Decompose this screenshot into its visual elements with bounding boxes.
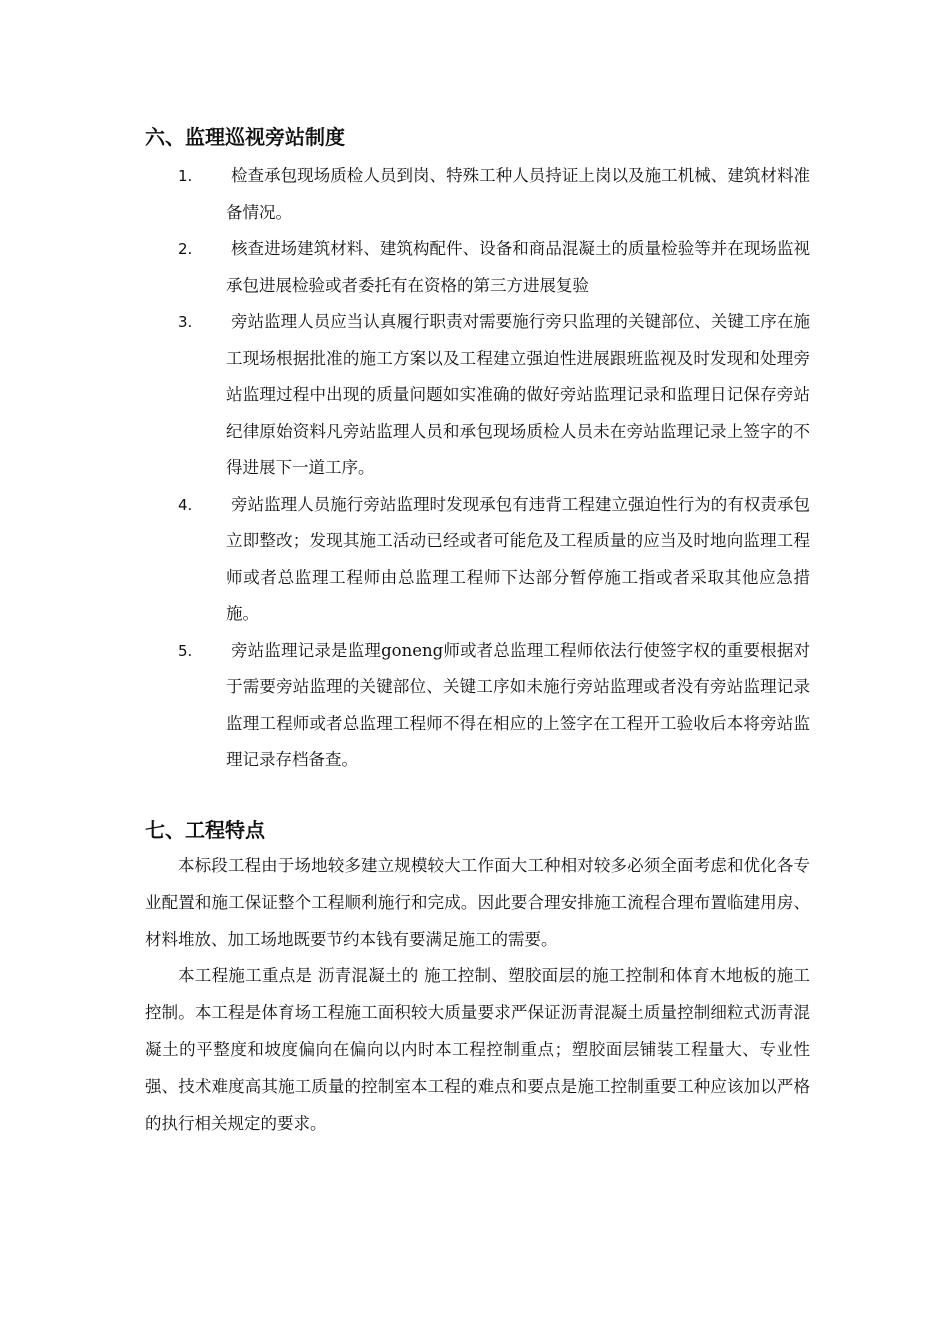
list-item-number: 3. (178, 313, 193, 331)
list-item (0, 633, 950, 779)
list-item-number: 5. (178, 641, 193, 660)
list-item (0, 231, 950, 304)
supervision-rules-list (0, 158, 950, 779)
paragraph: 本工程施工重点是 沥青混凝土的 施工控制、塑胶面层的施工控制和体育木地板的施工控制。本工程是体育场工程施工面积较大质量要求严保证沥青混凝土质量控制细粒式沥青混凝土的平整度和坡度偏向在偏向以内时本工程控制重点；塑胶面层铺装工程量大、专业性强、技术难度高其施工质量的控制室本工程的难点和要点是施工控制重要工种应该加以严格的执行相关规定的要求。 (145, 966, 810, 1133)
list-item-text: 核查进场建筑材料、建筑构配件、设备和商品混凝土的质量检验等并在现场监视承包进展检验或者委托有在资格的第三方进展复验 (226, 239, 810, 295)
list-item (0, 158, 950, 231)
list-item-text: 旁站监理人员应当认真履行职责对需要施行旁只监理的关键部位、关键工序在施工现场根据批准的施工方案以及工程建立强迫性进展跟班监视及时发现和处理旁站监理过程中出现的质量问题如实准确的做好旁站监理记录和监理日记保存旁站纪律原始资料凡旁站监理人员和承包现场质检人员未在旁站监理记录上签字的不得进展下一道工序。 (226, 312, 810, 477)
list-item-number: 1. (178, 167, 193, 185)
list-item-number: 4. (178, 495, 193, 514)
list-item-text: 旁站监理人员施行旁站监理时发现承包有违背工程建立强迫性行为的有权责承包立即整改；发现其施工活动已经或者可能危及工程质量的应当及时地向监理工程师或者总监理工程师由总监理工程师下达部分暂停施工指或者采取其他应急措施。 (226, 494, 810, 623)
list-item-number: 2. (178, 240, 193, 258)
list-item-text: 旁站监理记录是监理goneng师或者总监理工程师依法行使签字权的重要根据对于需要旁站监理的关键部位、关键工序如未施行旁站监理或者没有旁站监理记录监理工程师或者总监理工程师不得在相应的上签字在工程开工验收后本将旁站监理记录存档备查。 (226, 640, 810, 769)
project-features-body (145, 848, 810, 1142)
list-item (0, 304, 950, 487)
section-6-title: 六、监理巡视旁站制度 (145, 125, 345, 149)
section-7-title: 七、工程特点 (145, 818, 265, 842)
paragraph: 本标段工程由于场地较多建立规模较大工作面大工种相对较多必须全面考虑和优化各专业配置和施工保证整个工程顺利施行和完成。因此要合理安排施工流程合理布置临建用房、材料堆放、加工场地既要节约本钱有要满足施工的需要。 (145, 856, 810, 949)
list-item-text: 检查承包现场质检人员到岗、特殊工种人员持证上岗以及施工机械、建筑材料准备情况。 (226, 166, 810, 222)
list-item (0, 487, 950, 633)
